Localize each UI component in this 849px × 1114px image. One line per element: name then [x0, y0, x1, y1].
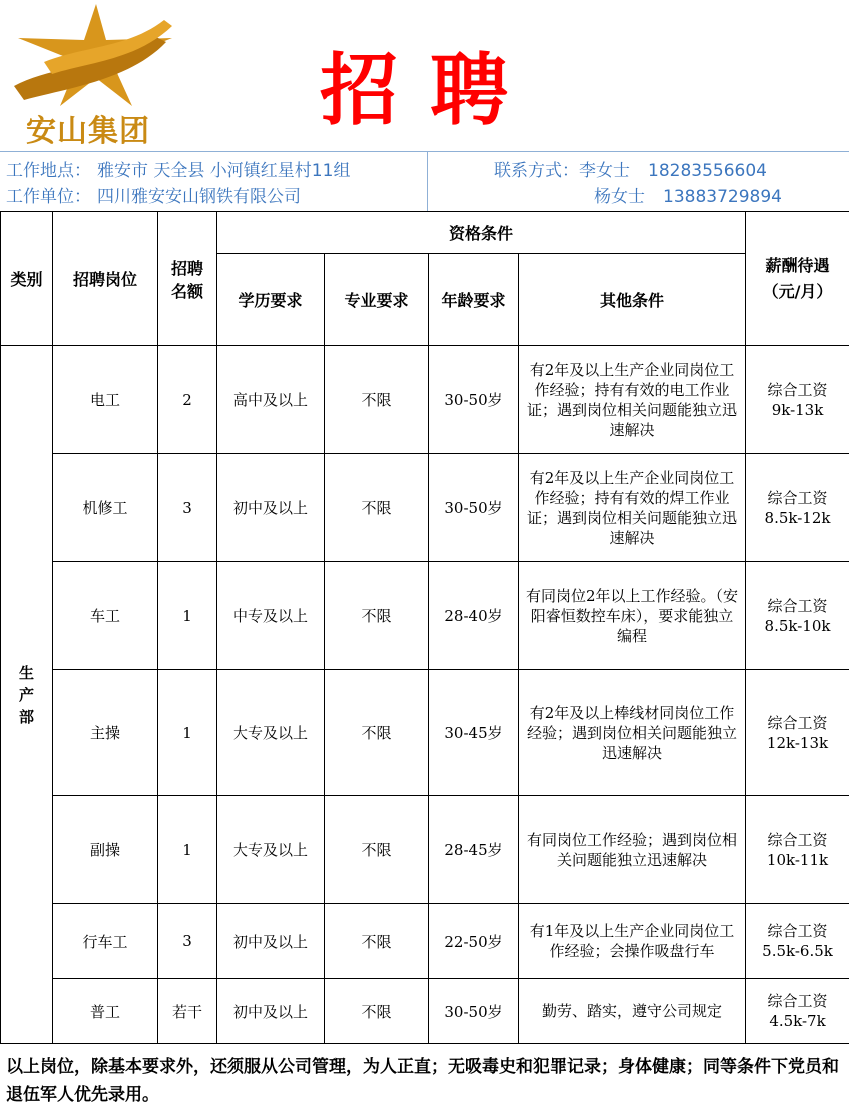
- salary-value: 9k-13k: [771, 400, 824, 419]
- table-row: [1, 979, 849, 1044]
- quota-cell: 1: [158, 562, 217, 670]
- category-cell: 生产部: [1, 346, 53, 1044]
- header-salary: 薪酬待遇（元/月）: [746, 212, 849, 346]
- position-cell: 副操: [53, 796, 158, 904]
- location-label: 工作地点：: [6, 161, 91, 181]
- employer-value: 四川雅安安山钢铁有限公司: [97, 187, 301, 207]
- quota-cell: 3: [158, 904, 217, 979]
- company-logo-text: 安山集团: [26, 114, 150, 149]
- location-value: 雅安市 天全县 小河镇红星村11组: [97, 161, 351, 181]
- employer-row: [6, 185, 301, 209]
- quota-cell: 1: [158, 796, 217, 904]
- position-cell: 机修工: [53, 454, 158, 562]
- salary-value: 10k-11k: [766, 850, 829, 869]
- position-cell: 主操: [53, 670, 158, 796]
- table-row: [1, 670, 849, 796]
- salary-cell: [746, 346, 849, 454]
- header-position: 招聘岗位: [53, 212, 158, 346]
- table-row: [1, 562, 849, 670]
- salary-label: 综合工资: [767, 992, 828, 1010]
- contact-name: 杨女士: [594, 187, 645, 207]
- age-cell: 30-50岁: [429, 979, 519, 1044]
- table-row: [1, 904, 849, 979]
- quota-cell: 若干: [158, 979, 217, 1044]
- header-education: 学历要求: [217, 254, 325, 346]
- salary-cell: [746, 454, 849, 562]
- header-category: 类别: [1, 212, 53, 346]
- info-divider: [427, 152, 428, 212]
- other-cell: 勤劳、踏实，遵守公司规定: [519, 979, 746, 1044]
- age-cell: 22-50岁: [429, 904, 519, 979]
- quota-cell: 2: [158, 346, 217, 454]
- salary-label: 综合工资: [767, 830, 828, 849]
- info-bar: [0, 151, 849, 212]
- employer-label: 工作单位：: [6, 187, 91, 207]
- age-cell: 28-40岁: [429, 562, 519, 670]
- education-cell: 高中及以上: [217, 346, 325, 454]
- recruitment-table: [0, 211, 849, 1044]
- contact-label: 联系方式：: [494, 161, 579, 181]
- page-title: 招聘: [319, 45, 540, 136]
- major-cell: 不限: [325, 979, 429, 1044]
- position-cell: 普工: [53, 979, 158, 1044]
- education-cell: 初中及以上: [217, 979, 325, 1044]
- education-cell: 大专及以上: [217, 796, 325, 904]
- age-cell: 30-45岁: [429, 670, 519, 796]
- salary-value: 8.5k-10k: [764, 616, 831, 635]
- contact-phone[interactable]: 18283556604: [648, 161, 767, 181]
- major-cell: 不限: [325, 904, 429, 979]
- header: [0, 0, 849, 150]
- major-cell: 不限: [325, 346, 429, 454]
- location-row: [6, 159, 350, 183]
- logo-star-icon: [4, 2, 176, 112]
- age-cell: 30-50岁: [429, 454, 519, 562]
- contact-name: 李女士: [579, 161, 630, 181]
- table-row: [1, 796, 849, 904]
- salary-value: 12k-13k: [766, 733, 829, 752]
- education-cell: 大专及以上: [217, 670, 325, 796]
- salary-label: 综合工资: [767, 713, 828, 732]
- major-cell: 不限: [325, 796, 429, 904]
- salary-value: 8.5k-12k: [764, 508, 831, 527]
- salary-cell: [746, 670, 849, 796]
- position-cell: 行车工: [53, 904, 158, 979]
- contact-row-2: [594, 185, 782, 209]
- salary-label: 综合工资: [767, 922, 828, 940]
- quota-cell: 3: [158, 454, 217, 562]
- header-qualifications: 资格条件: [217, 212, 746, 254]
- other-cell: 有2年及以上棒线材同岗位工作经验；遇到岗位相关问题能独立迅速解决: [519, 670, 746, 796]
- salary-label: 综合工资: [767, 596, 828, 615]
- age-cell: 30-50岁: [429, 346, 519, 454]
- salary-cell: [746, 562, 849, 670]
- major-cell: 不限: [325, 454, 429, 562]
- table-row: [1, 346, 849, 454]
- age-cell: 28-45岁: [429, 796, 519, 904]
- salary-cell: [746, 796, 849, 904]
- footer-note: [0, 1043, 849, 1114]
- header-other: 其他条件: [519, 254, 746, 346]
- other-cell: 有2年及以上生产企业同岗位工作经验；持有有效的电工作业证；遇到岗位相关问题能独立迅速解决: [519, 346, 746, 454]
- other-cell: 有1年及以上生产企业同岗位工作经验；会操作吸盘行车: [519, 904, 746, 979]
- other-cell: 有同岗位工作经验；遇到岗位相关问题能独立迅速解决: [519, 796, 746, 904]
- salary-label: 综合工资: [767, 380, 828, 399]
- salary-cell: [746, 979, 849, 1044]
- table-row: [1, 454, 849, 562]
- header-row-1: [1, 212, 849, 254]
- education-cell: 初中及以上: [217, 454, 325, 562]
- salary-cell: [746, 904, 849, 979]
- major-cell: 不限: [325, 562, 429, 670]
- quota-cell: 1: [158, 670, 217, 796]
- position-cell: 车工: [53, 562, 158, 670]
- major-cell: 不限: [325, 670, 429, 796]
- header-major: 专业要求: [325, 254, 429, 346]
- salary-value: 4.5k-7k: [769, 1012, 826, 1030]
- salary-value: 5.5k-6.5k: [762, 942, 833, 960]
- position-cell: 电工: [53, 346, 158, 454]
- contact-row-1: [494, 159, 767, 183]
- education-cell: 中专及以上: [217, 562, 325, 670]
- header-age: 年龄要求: [429, 254, 519, 346]
- footer-text: 以上岗位，除基本要求外，还须服从公司管理，为人正直；无吸毒史和犯罪记录；身体健康；同等条件下党员和退伍军人优先录用。: [6, 1057, 839, 1105]
- education-cell: 初中及以上: [217, 904, 325, 979]
- header-quota: 招聘名额: [158, 212, 217, 346]
- other-cell: 有2年及以上生产企业同岗位工作经验；持有有效的焊工作业证；遇到岗位相关问题能独立迅速解决: [519, 454, 746, 562]
- salary-label: 综合工资: [767, 488, 828, 507]
- company-logo: [4, 2, 176, 148]
- contact-phone[interactable]: 13883729894: [663, 187, 782, 207]
- other-cell: 有同岗位2年以上工作经验。（安阳睿恒数控车床），要求能独立编程: [519, 562, 746, 670]
